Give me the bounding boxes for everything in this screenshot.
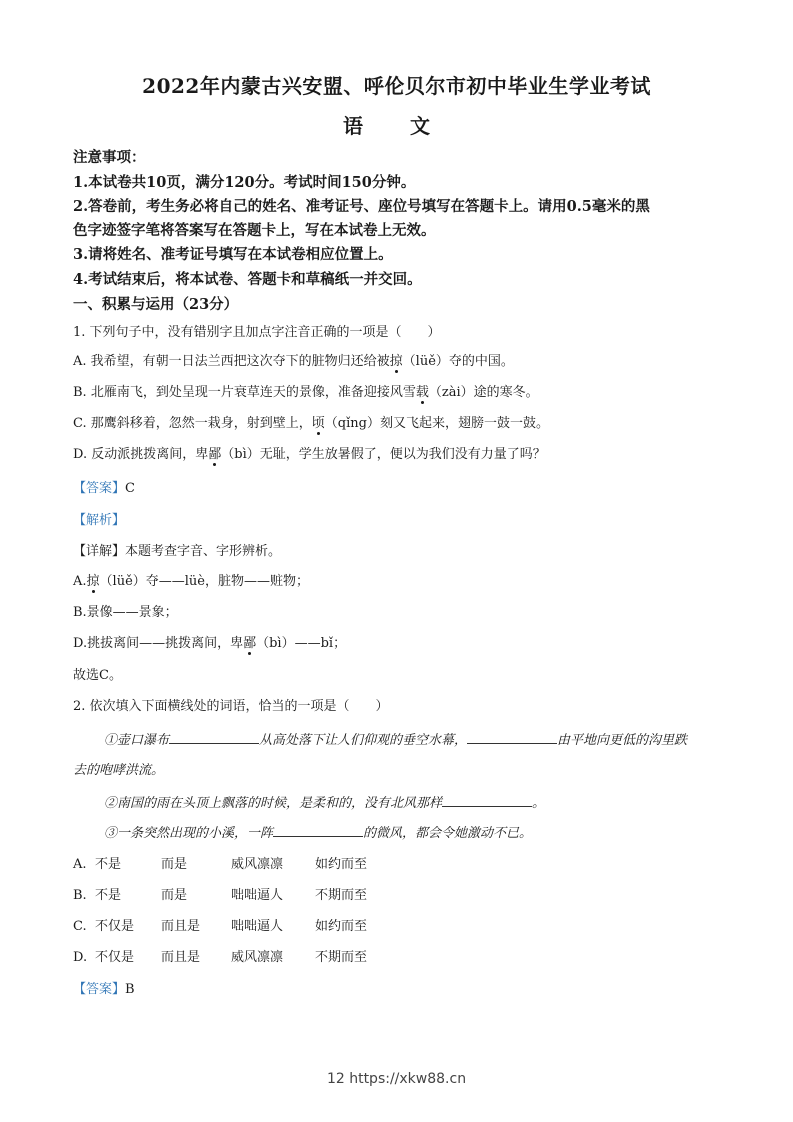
sentence-text: 的微风，都会令她激动不已。 (363, 826, 533, 841)
option-text: （lüě）夺的中国。 (402, 354, 514, 369)
option-word: 不是 (95, 857, 122, 872)
dotted-char: 掠 (86, 574, 100, 589)
detail-text: （bì）——bǐ； (256, 636, 347, 651)
option-label: C. (73, 919, 87, 934)
detail-text: D.挑拔离间——挑拨离间，卑 (73, 636, 244, 651)
option-text: D. 反动派挑拨离间，卑 (73, 447, 209, 462)
answer-value: C (125, 481, 135, 496)
dotted-char: 顷 (311, 416, 325, 431)
q1-conclusion: 故选C。 (73, 668, 122, 683)
option-word: 不期而至 (315, 888, 368, 903)
q1-detail-a (73, 572, 733, 592)
q2-option-d (73, 948, 733, 968)
option-word: 不仅是 (95, 919, 135, 934)
q1-analysis (73, 511, 733, 531)
sentence-text: 由平地向更低的沟里跌 (557, 733, 688, 748)
notice-item: 2.答卷前，考生务必将自己的姓名、准考证号、座位号填写在答题卡上。请用0.5毫米的黑 (73, 198, 650, 215)
q1-detail-d (73, 634, 733, 654)
page-footer: 12 https://xkw88.cn (326, 1071, 467, 1087)
answer-value: B (125, 982, 135, 997)
answer-tag: 【答案】 (73, 481, 126, 496)
detail-text: A. (73, 574, 87, 589)
option-word: 咄咄逼人 (231, 919, 284, 934)
q2-answer (73, 980, 733, 1000)
section-heading: 一、积累与运用（23分） (73, 296, 239, 313)
option-label: A. (73, 857, 87, 872)
q1-option-d (73, 445, 733, 465)
option-word: 而是 (161, 888, 188, 903)
q1-detail (73, 542, 733, 562)
option-text: （zài）途的寒冬。 (428, 385, 539, 400)
sentence-text: ①壶口瀑布 (104, 733, 170, 748)
notice-item: 色字迹签字笔将答案写在答题卡上，写在本试卷上无效。 (73, 222, 436, 239)
q1-option-c (73, 414, 733, 434)
q2-sentence-2 (104, 792, 764, 814)
q2-sentence-3 (104, 822, 764, 844)
detail-tag: 【详解】 (73, 544, 126, 559)
option-word: 不是 (95, 888, 122, 903)
answer-tag: 【答案】 (73, 982, 126, 997)
blank-line (273, 822, 363, 837)
option-word: 而且是 (161, 950, 201, 965)
sentence-text: ②南国的雨在头顶上飘落的时候，是柔和的，没有北风那样 (104, 796, 443, 811)
option-text: （bì）无耻，学生放暑假了，便以为我们没有力量了吗？ (221, 447, 546, 462)
detail-text: （lüě）夺——lüè，脏物——赃物； (99, 574, 309, 589)
option-word: 不期而至 (315, 950, 368, 965)
q2-sentence-1-cont: 去的咆哮洪流。 (73, 763, 165, 778)
sentence-text: 。 (532, 796, 546, 811)
notice-heading: 注意事项： (73, 149, 146, 166)
q1-detail-b: B.景像——景象； (73, 605, 178, 620)
notice-item: 1.本试卷共10页，满分120分。考试时间150分钟。 (73, 174, 416, 191)
question-2-stem: 2. 依次填入下面横线处的词语，恰当的一项是（ ） (73, 699, 389, 714)
option-text: （qǐng）刻又飞起来，翅膀一鼓一鼓。 (324, 416, 549, 431)
option-word: 威风凛凛 (231, 857, 284, 872)
option-word: 而且是 (161, 919, 201, 934)
dotted-char: 鄙 (208, 447, 222, 462)
option-text: A. 我希望，有朝一日法兰西把这次夺下的脏物归还给被 (73, 354, 390, 369)
option-word: 而是 (161, 857, 188, 872)
blank-line (467, 729, 557, 744)
q1-answer (73, 479, 733, 499)
option-word: 威风凛凛 (231, 950, 284, 965)
dotted-char: 载 (415, 385, 429, 400)
analysis-tag: 【解析】 (73, 513, 126, 528)
blank-line (442, 792, 532, 807)
subject-title: 语 文 (343, 114, 450, 138)
q2-option-b (73, 886, 733, 906)
q2-option-a (73, 855, 733, 875)
detail-text: 本题考查字音、字形辨析。 (125, 544, 282, 559)
option-word: 咄咄逼人 (231, 888, 284, 903)
option-text: C. 那鹰斜移着，忽然一栽身，射到壁上， (73, 416, 312, 431)
q1-option-b (73, 383, 733, 403)
notice-item: 3.请将姓名、准考证号填写在本试卷相应位置上。 (73, 246, 393, 263)
sentence-text: 从高处落下让人们仰观的垂空水幕， (259, 733, 468, 748)
option-label: D. (73, 950, 88, 965)
dotted-char: 鄙 (243, 636, 257, 651)
q1-option-a (73, 352, 733, 372)
q2-option-c (73, 917, 733, 937)
dotted-char: 掠 (389, 354, 403, 369)
page-title: 2022年内蒙古兴安盟、呼伦贝尔市初中毕业生学业考试 (142, 74, 651, 98)
option-text: B. 北雁南飞，到处呈现一片衰草连天的景像，准备迎接风雪 (73, 385, 416, 400)
option-word: 如约而至 (315, 919, 368, 934)
question-1-stem: 1. 下列句子中，没有错别字且加点字注音正确的一项是（ ） (73, 325, 441, 340)
notice-item: 4.考试结束后，将本试卷、答题卡和草稿纸一并交回。 (73, 271, 422, 288)
q2-sentence-1 (104, 729, 764, 751)
sentence-text: ③一条突然出现的小溪，一阵 (104, 826, 274, 841)
option-word: 不仅是 (95, 950, 135, 965)
blank-line (169, 729, 259, 744)
option-label: B. (73, 888, 87, 903)
option-word: 如约而至 (315, 857, 368, 872)
